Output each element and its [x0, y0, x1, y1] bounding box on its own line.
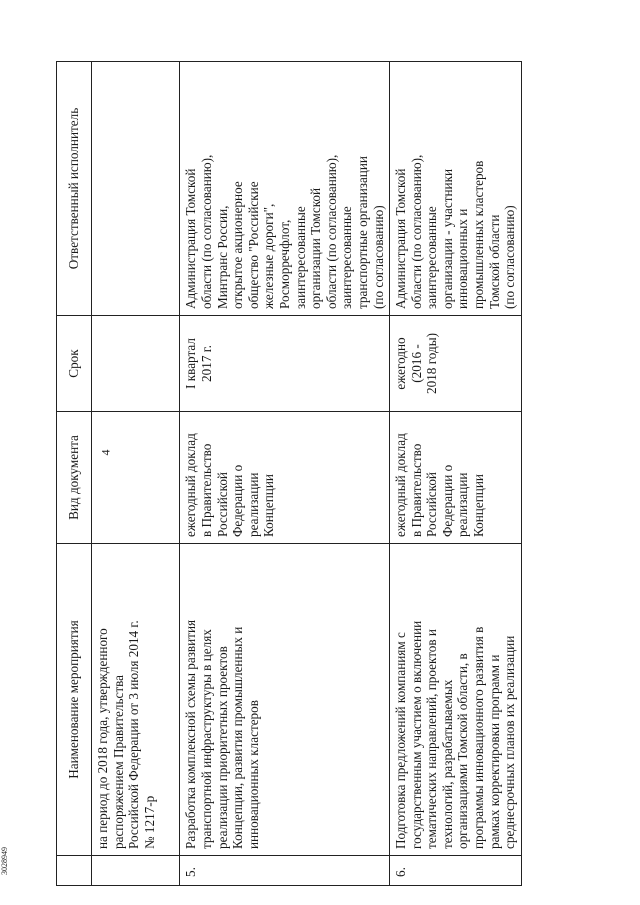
table-row — [92, 62, 180, 886]
row-number: 6. — [390, 856, 522, 886]
table-row — [180, 62, 390, 886]
header-term: Срок — [57, 316, 92, 412]
row-number — [92, 856, 180, 886]
rotated-table-container — [56, 62, 623, 886]
row-term — [92, 316, 180, 412]
row-doc-type: ежегодный доклад в Правительство Российской Федерации о реализации Концепции — [180, 412, 390, 544]
row-name: Подготовка предложений компаниям с государственным участием о включении тематических направлений, проектов и технологий, разрабатываемых организациями Томской области, в программы инновационного развития в рамках корректировки программ и среднесрочных планов их реализации — [390, 544, 522, 856]
row-name: на период до 2018 года, утвержденного распоряжением Правительства Российской Федерации от 3 июля 2014 г. № 1217-р — [92, 544, 180, 856]
row-doc-type: ежегодный доклад в Правительство Российской Федерации о реализации Концепции — [390, 412, 522, 544]
row-responsible — [92, 62, 180, 316]
row-number: 5. — [180, 856, 390, 886]
schedule-table — [56, 61, 522, 886]
table-row — [390, 62, 522, 886]
row-responsible: Администрация Томской области (по согласованию), Минтранс России, открытое акционерное общество "Российские железные дороги", Росморречфлот, заинтересованные организации Томской области (по согласованию), заинтересованные транспортные организации (по согласованию) — [180, 62, 390, 316]
row-term: I квартал 2017 г. — [180, 316, 390, 412]
document-id: 3028949 — [0, 847, 9, 875]
header-num — [57, 856, 92, 886]
row-name: Разработка комплексной схемы развития транспортной инфраструктуры в целях реализации приоритетных проектов Концепции, развития промышленных и инновационных кластеров — [180, 544, 390, 856]
table-header-row — [57, 62, 92, 886]
row-term: ежегодно (2016 - 2018 годы) — [390, 316, 522, 412]
row-doc-type — [92, 412, 180, 544]
header-doc-type: Вид документа — [57, 412, 92, 544]
header-name: Наименование мероприятия — [57, 544, 92, 856]
row-responsible: Администрация Томской области (по согласованию), заинтересованные организации - участники инновационных и промышленных кластеров Томской области (по согласованию) — [390, 62, 522, 316]
page-number: 4 — [98, 449, 113, 456]
header-responsible: Ответственный исполнитель — [57, 62, 92, 316]
